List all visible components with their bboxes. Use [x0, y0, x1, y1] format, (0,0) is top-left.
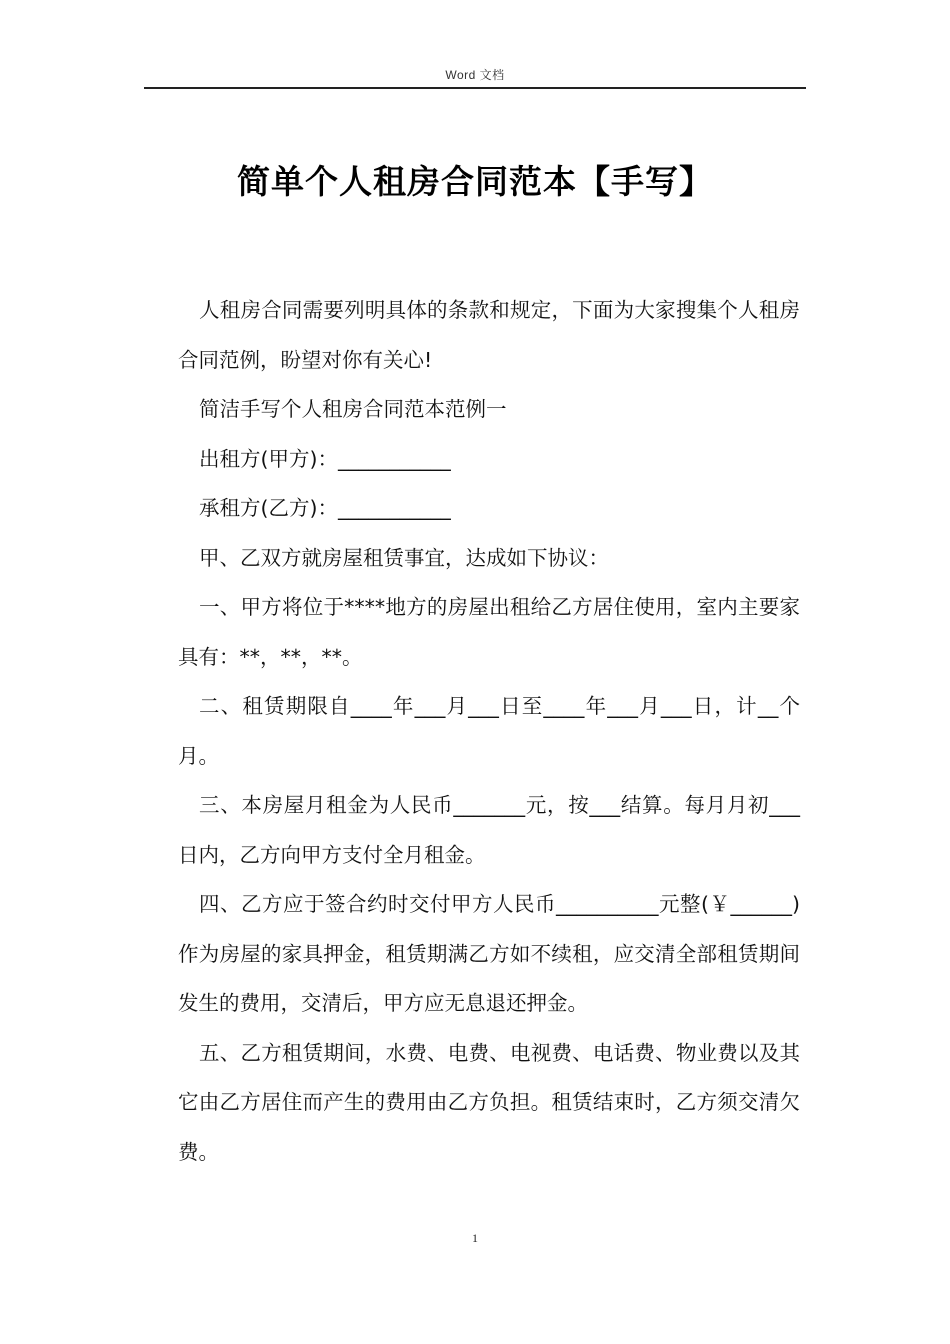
paragraph-intro: 人租房合同需要列明具体的条款和规定，下面为大家搜集个人租房合同范例，盼望对你有关心!	[178, 298, 800, 372]
page-number: 1	[472, 1231, 478, 1245]
clause-5: 五、乙方租赁期间，水费、电费、电视费、电话费、物业费以及其它由乙方居住而产生的费用由乙方负担。租赁结束时，乙方须交清欠费。	[178, 1040, 800, 1164]
paragraph-example-heading: 简洁手写个人租房合同范本范例一	[199, 397, 507, 421]
paragraph-lessor: 出租方(甲方)：___________	[199, 446, 451, 471]
document-title: 简单个人租房合同范本【手写】	[237, 162, 713, 201]
clause-4: 四、乙方应于签合约时交付甲方人民币__________元整(￥______)作为房屋的家具押金，租赁期满乙方如不续租，应交清全部租赁期间发生的费用，交清后，甲方应无息退还押金。	[178, 892, 800, 1015]
document-body	[178, 286, 800, 1177]
clause-1: 一、甲方将位于****地方的房屋出租给乙方居住使用，室内主要家具有：**，**，**。	[178, 595, 800, 669]
paragraph-agreement: 甲、乙双方就房屋租赁事宜，达成如下协议：	[199, 545, 609, 570]
page-header: Word 文档	[445, 68, 505, 82]
clause-2: 二、租赁期限自____年___月___日至____年___月___日，计__个月。	[178, 694, 800, 768]
paragraph-lessee: 承租方(乙方)：___________	[199, 496, 451, 520]
header-divider	[144, 87, 806, 89]
clause-3: 三、本房屋月租金为人民币_______元，按___结算。每月月初___日内，乙方向甲方支付全月租金。	[178, 793, 800, 867]
